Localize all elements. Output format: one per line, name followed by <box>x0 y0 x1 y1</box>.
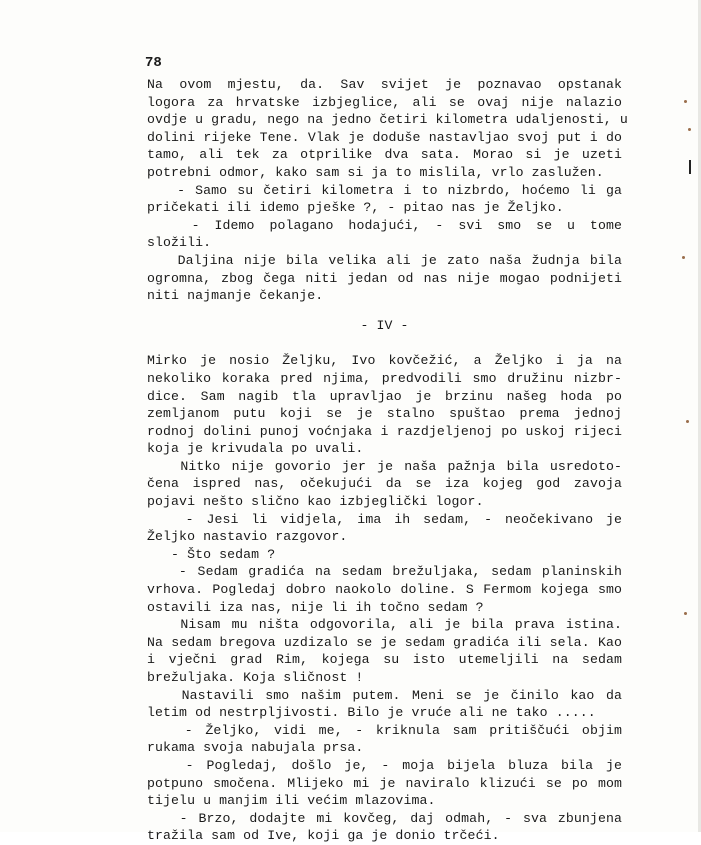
text-line: koja je krivudala po uvali. <box>147 441 364 457</box>
text-line: potpuno smočena. Mlijeko mi je naviralo klizući se po mom <box>147 775 622 791</box>
text-line: zemljanom putu koji se je stalno spuštao prema jednoj <box>147 406 622 422</box>
scan-speck <box>684 100 687 103</box>
paragraphs-before <box>147 76 628 305</box>
text-line: brežuljaka. Koja sličnost ! <box>147 670 364 685</box>
paragraph <box>147 722 622 757</box>
section-title: - IV - <box>360 317 409 333</box>
text-line: nekoliko koraka pred njima, predvodili smo družinu nizbr- <box>147 370 622 386</box>
text-line: tražila sam od Ive, koji ga je donio trčeći. <box>147 828 500 844</box>
text-line: - Samo su četiri kilometra i to nizbrdo, hoćemo li ga <box>147 182 622 198</box>
text-line: Željko nastavio razgovor. <box>147 529 348 545</box>
text-line: vrhova. Pogledaj dobro naokolo doline. S Fermom kojega smo <box>147 582 622 598</box>
text-line: logora za hrvatske izbjeglice, ali se ovaj nije nalazio <box>147 94 622 110</box>
scan-speck <box>684 612 687 615</box>
paragraph <box>147 757 622 810</box>
text-line: Daljina nije bila velika ali je zato naša žudnja bila <box>147 252 622 268</box>
text-line: niti najmanje čekanje. <box>147 288 324 304</box>
text-line: dice. Sam nagib tla upravljao je brzinu našeg hoda po <box>147 388 622 404</box>
paragraph <box>147 687 622 722</box>
text-line: - Sedam gradića na sedam brežuljaka, sedam planinskih <box>147 564 622 580</box>
paragraph <box>147 458 622 511</box>
text-line: složili. <box>147 235 212 251</box>
text-line: rodnoj dolini punoj voćnjaka i razdjeljenoj po uskoj rijeci <box>147 423 622 439</box>
text-line: - Jesi li vidjela, ima ih sedam, - neočekivano je <box>147 511 622 527</box>
text-line: - Pogledaj, došlo je, - moja bijela bluza bila je <box>147 757 622 773</box>
text-line: - Željko, vidi me, - kriknula sam pritiščući objim <box>147 722 622 738</box>
paragraph <box>147 546 622 564</box>
text-line: pričekati ili idemo pješke ?, - pitao nas je Željko. <box>147 200 564 216</box>
text-line: letim od nestrpljivosti. Bilo je vruće ali ne tako ..... <box>147 705 596 721</box>
scan-speck <box>686 420 689 423</box>
text-line: Na ovom mjestu, da. Sav svijet je poznavao opstanak <box>147 77 622 92</box>
scan-stroke <box>689 160 691 174</box>
text-line: pojavi nešto slično kao izbjeglički logor. <box>147 494 484 510</box>
scan-speck <box>682 256 685 259</box>
scan-speck <box>688 128 691 131</box>
text-line: - Brzo, dodajte mi kovčeg, daj odmah, - sva zbunjena <box>147 810 622 826</box>
paragraph <box>147 182 622 217</box>
text-line: tijelu u manjim ili većim mlazovima. <box>147 793 436 809</box>
text-line: rukama svoja nabujala prsa. <box>147 740 364 756</box>
text-line: čena ispred nas, očekujući da se iza kojeg god zavoja <box>147 476 622 492</box>
text-line: Nitko nije govorio jer je naša pažnja bila usredoto- <box>147 458 622 474</box>
page-number: 78 <box>145 55 162 71</box>
text-line: dolini rijeke Tene. Vlak je doduše nastavljao svoj put i do <box>147 129 622 145</box>
paragraph <box>147 511 622 546</box>
paragraph <box>147 563 622 616</box>
text-line: Nisam mu ništa odgovorila, ali je bila prava istina. <box>147 617 622 633</box>
text-line: Nastavili smo našim putem. Meni se je činilo kao da <box>147 687 622 703</box>
body-text <box>147 76 628 845</box>
text-line: tamo, ali tek za otprilike dva sata. Morao si je uzeti <box>147 147 622 163</box>
text-line: ovdje u gradu, nego na jedno četiri kilometra udaljenosti, u <box>147 112 628 128</box>
paragraph <box>147 217 622 252</box>
text-line: ostavili iza nas, nije li ih točno sedam ? <box>147 599 484 615</box>
paragraph <box>147 810 622 845</box>
text-line: i vječni grad Rim, kojega su isto utemeljili na sedam <box>147 652 622 668</box>
text-line: Mirko je nosio Željku, Ivo kovčežić, a Željko i ja na <box>147 353 622 369</box>
text-line: potrebni odmor, kako sam si ja to mislila, vrlo zaslužen. <box>147 164 604 180</box>
paragraph <box>147 76 628 182</box>
text-line: ogromna, zbog čega niti jedan od nas nije mogao podnijeti <box>147 270 622 286</box>
text-line: - Što sedam ? <box>147 546 276 562</box>
paragraphs-after <box>147 352 622 845</box>
paragraph <box>147 252 622 305</box>
text-line: - Idemo polagano hodajući, - svi smo se u tome <box>147 217 622 233</box>
paragraph <box>147 616 622 686</box>
text-line: Na sedam bregova uzdizalo se je sedam gradića ili sela. Kao <box>147 634 622 650</box>
paragraph <box>147 352 622 458</box>
